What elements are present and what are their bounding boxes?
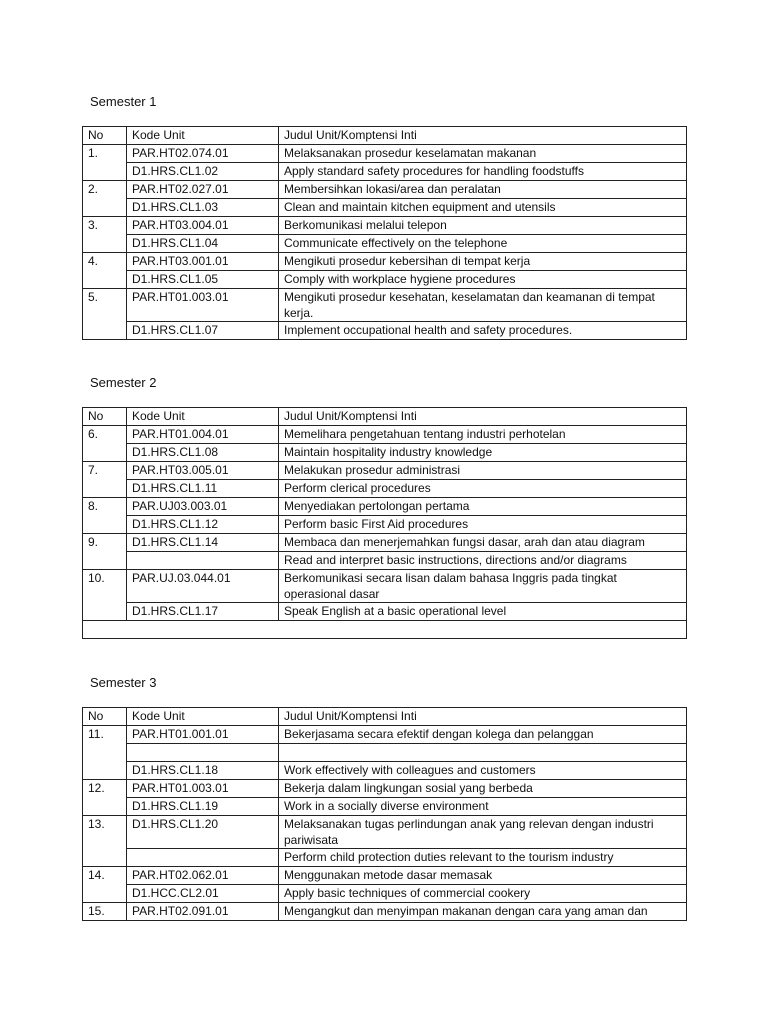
unit-code [127,552,279,570]
table-row [83,534,687,552]
unit-code: PAR.HT02.074.01 [127,145,279,163]
unit-number: 14. [83,867,127,903]
unit-title: Mengangkut dan menyimpan makanan dengan cara yang aman dan [279,903,687,921]
table-row [83,145,687,163]
table-row [83,163,687,181]
table-row [83,271,687,289]
table-row [83,552,687,570]
table-row [83,762,687,780]
unit-title: Membersihkan lokasi/area dan peralatan [279,181,687,199]
table-row [83,726,687,744]
header-kode-unit: Kode Unit [127,127,279,145]
empty-cell [83,621,687,639]
unit-code: D1.HRS.CL1.19 [127,798,279,816]
unit-code [127,849,279,867]
unit-number: 3. [83,217,127,253]
unit-number: 13. [83,816,127,867]
unit-title: Berkomunikasi secara lisan dalam bahasa Inggris pada tingkat operasional dasar [279,570,687,603]
unit-title: Read and interpret basic instructions, directions and/or diagrams [279,552,687,570]
unit-title: Implement occupational health and safety procedures. [279,322,687,340]
unit-number: 5. [83,289,127,340]
table-header-row [83,708,687,726]
unit-code: D1.HCC.CL2.01 [127,885,279,903]
table-header-row [83,408,687,426]
unit-title: Memelihara pengetahuan tentang industri perhotelan [279,426,687,444]
unit-code: D1.HRS.CL1.04 [127,235,279,253]
unit-title: Melaksanakan tugas perlindungan anak yang relevan dengan industri pariwisata [279,816,687,849]
unit-code: PAR.HT02.091.01 [127,903,279,921]
table-row [83,885,687,903]
unit-code: D1.HRS.CL1.18 [127,762,279,780]
unit-title: Perform basic First Aid procedures [279,516,687,534]
unit-code: D1.HRS.CL1.02 [127,163,279,181]
semester-1-title: Semester 1 [90,94,157,109]
table-row [83,199,687,217]
table-header-row [83,127,687,145]
table-row [83,744,687,762]
unit-number: 15. [83,903,127,921]
header-no: No [83,127,127,145]
unit-title: Apply standard safety procedures for handling foodstuffs [279,163,687,181]
unit-code: PAR.HT01.003.01 [127,289,279,322]
table-row [83,849,687,867]
unit-title: Mengikuti prosedur kebersihan di tempat kerja [279,253,687,271]
unit-number: 12. [83,780,127,816]
table-row [83,426,687,444]
unit-title: Speak English at a basic operational level [279,603,687,621]
unit-title: Communicate effectively on the telephone [279,235,687,253]
table-row [83,516,687,534]
unit-code: PAR.HT03.001.01 [127,253,279,271]
unit-code: D1.HRS.CL1.05 [127,271,279,289]
semester-2-title: Semester 2 [90,375,157,390]
unit-title: Comply with workplace hygiene procedures [279,271,687,289]
unit-code: D1.HRS.CL1.12 [127,516,279,534]
unit-number: 11. [83,726,127,780]
table-row [83,444,687,462]
unit-code: PAR.HT02.062.01 [127,867,279,885]
unit-number: 4. [83,253,127,289]
table-row [83,217,687,235]
header-no: No [83,708,127,726]
unit-code: D1.HRS.CL1.07 [127,322,279,340]
unit-code: D1.HRS.CL1.20 [127,816,279,849]
unit-code: PAR.HT02.027.01 [127,181,279,199]
unit-title: Menyediakan pertolongan pertama [279,498,687,516]
header-judul-unit: Judul Unit/Komptensi Inti [279,127,687,145]
unit-number: 8. [83,498,127,534]
unit-title: Perform child protection duties relevant to the tourism industry [279,849,687,867]
unit-title: Apply basic techniques of commercial cookery [279,885,687,903]
unit-title: Menggunakan metode dasar memasak [279,867,687,885]
table-row [83,322,687,340]
table-row [83,816,687,849]
unit-title: Bekerjasama secara efektif dengan kolega dan pelanggan [279,726,687,744]
unit-title: Work effectively with colleagues and customers [279,762,687,780]
unit-title: Melaksanakan prosedur keselamatan makanan [279,145,687,163]
table-row [83,462,687,480]
unit-number: 1. [83,145,127,181]
table-row [83,498,687,516]
table-row [83,780,687,798]
unit-number: 10. [83,570,127,621]
unit-code: D1.HRS.CL1.17 [127,603,279,621]
unit-title: Melakukan prosedur administrasi [279,462,687,480]
empty-row [83,621,687,639]
header-judul-unit: Judul Unit/Komptensi Inti [279,408,687,426]
unit-title: Perform clerical procedures [279,480,687,498]
table-row [83,181,687,199]
header-judul-unit: Judul Unit/Komptensi Inti [279,708,687,726]
unit-code: PAR.HT01.001.01 [127,726,279,744]
unit-code: PAR.UJ.03.044.01 [127,570,279,603]
unit-number: 6. [83,426,127,462]
unit-title: Mengikuti prosedur kesehatan, keselamatan dan keamanan di tempat kerja. [279,289,687,322]
unit-title: Membaca dan menerjemahkan fungsi dasar, arah dan atau diagram [279,534,687,552]
unit-title: Berkomunikasi melalui telepon [279,217,687,235]
table-row [83,289,687,322]
unit-code: D1.HRS.CL1.03 [127,199,279,217]
semester-3-title: Semester 3 [90,675,157,690]
unit-code: PAR.UJ03.003.01 [127,498,279,516]
unit-title: Work in a socially diverse environment [279,798,687,816]
unit-number: 7. [83,462,127,498]
table-row [83,867,687,885]
semester-3-table [82,707,687,921]
unit-code: D1.HRS.CL1.08 [127,444,279,462]
table-row [83,253,687,271]
table-row [83,570,687,603]
table-row [83,903,687,921]
unit-code: D1.HRS.CL1.11 [127,480,279,498]
unit-number: 9. [83,534,127,570]
table-row [83,798,687,816]
unit-title: Bekerja dalam lingkungan sosial yang berbeda [279,780,687,798]
unit-code: PAR.HT01.003.01 [127,780,279,798]
semester-1-table [82,126,687,340]
semester-2-table [82,407,687,639]
header-kode-unit: Kode Unit [127,408,279,426]
unit-title: Maintain hospitality industry knowledge [279,444,687,462]
header-kode-unit: Kode Unit [127,708,279,726]
unit-title [279,744,687,762]
unit-code: D1.HRS.CL1.14 [127,534,279,552]
table-row [83,480,687,498]
unit-code: PAR.HT03.004.01 [127,217,279,235]
header-no: No [83,408,127,426]
unit-code: PAR.HT01.004.01 [127,426,279,444]
table-row [83,235,687,253]
table-row [83,603,687,621]
unit-title: Clean and maintain kitchen equipment and utensils [279,199,687,217]
unit-code [127,744,279,762]
unit-code: PAR.HT03.005.01 [127,462,279,480]
unit-number: 2. [83,181,127,217]
